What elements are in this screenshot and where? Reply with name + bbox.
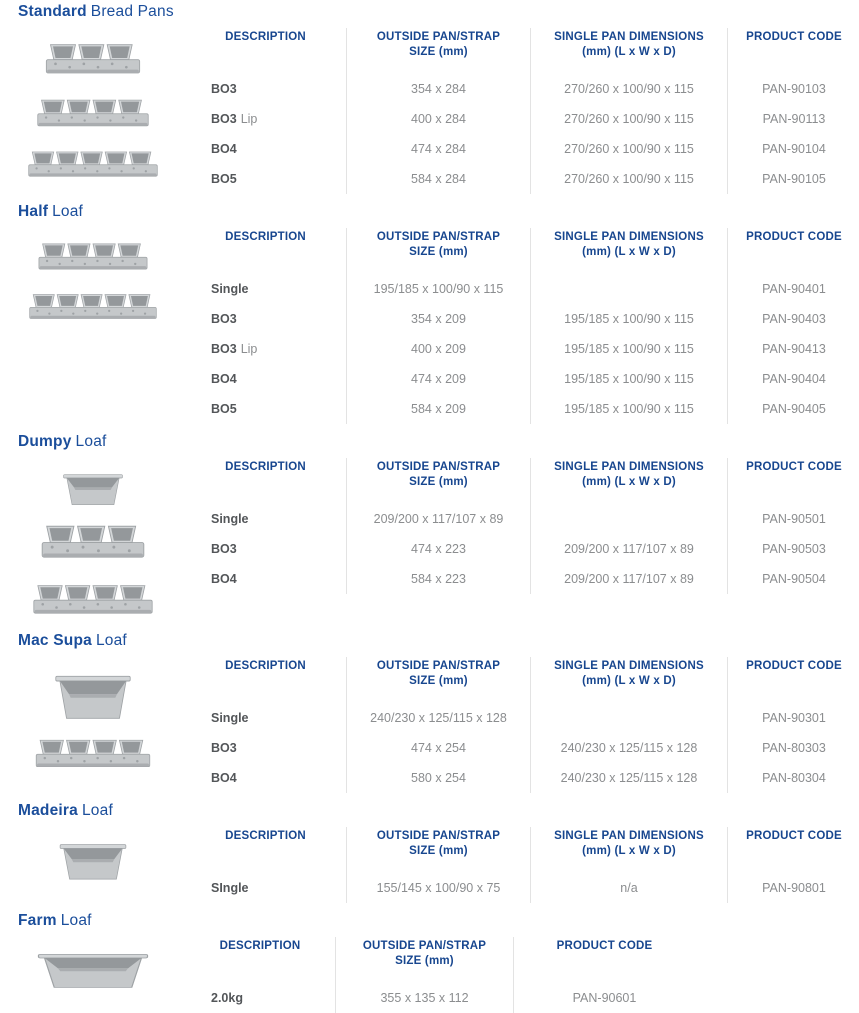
cell-outside: 355 x 135 x 112 bbox=[380, 991, 469, 1005]
cell-outside: 209/200 x 117/107 x 89 bbox=[373, 512, 504, 526]
cell-product: PAN-90501 bbox=[762, 512, 826, 526]
cell-outside: 584 x 223 bbox=[411, 572, 466, 586]
section-title bbox=[18, 912, 859, 930]
cell-outside: 354 x 284 bbox=[411, 82, 466, 96]
cell-description bbox=[185, 164, 346, 194]
description-main: BO5 bbox=[211, 172, 237, 186]
section-title-rest: Bread Pans bbox=[90, 3, 174, 20]
cell-description bbox=[185, 564, 346, 594]
spec-table bbox=[185, 458, 859, 594]
description-main: BO3 bbox=[211, 112, 237, 126]
section-title-rest: Loaf bbox=[60, 912, 92, 929]
section-body bbox=[0, 827, 859, 903]
section-title bbox=[18, 3, 859, 21]
spec-table bbox=[185, 228, 859, 424]
cell-product: PAN-90401 bbox=[762, 282, 826, 296]
description-main: SIngle bbox=[211, 881, 249, 895]
spec-table bbox=[185, 827, 859, 903]
column-header-single: SINGLE PAN DIMENSIONS (mm) (L x W x D) bbox=[554, 31, 704, 58]
column-single bbox=[530, 458, 727, 594]
column-header-outside: OUTSIDE PAN/STRAP SIZE (mm) bbox=[376, 830, 501, 857]
description-suffix: Lip bbox=[240, 112, 258, 126]
bread-pan-strap-4-image bbox=[37, 94, 149, 135]
section-title-bold: Mac Supa bbox=[18, 632, 92, 649]
column-header-description: DESCRIPTION bbox=[225, 830, 306, 842]
bread-pan-strap-5-image bbox=[29, 289, 157, 327]
column-product bbox=[727, 827, 859, 903]
section-farm-loaf bbox=[0, 912, 859, 1013]
cell-description bbox=[185, 104, 346, 134]
description-suffix: Lip bbox=[240, 342, 258, 356]
column-product bbox=[727, 28, 859, 194]
section-half-loaf bbox=[0, 203, 859, 424]
description-main: BO3 bbox=[211, 741, 237, 755]
cell-outside: 584 x 209 bbox=[411, 402, 466, 416]
cell-product: PAN-90504 bbox=[762, 572, 826, 586]
cell-outside: 195/185 x 100/90 x 115 bbox=[373, 282, 504, 296]
column-header-outside: OUTSIDE PAN/STRAP SIZE (mm) bbox=[376, 31, 501, 58]
column-product bbox=[727, 228, 859, 424]
cell-description bbox=[185, 274, 346, 304]
cell-outside: 155/145 x 100/90 x 75 bbox=[376, 881, 501, 895]
cell-product: PAN-90413 bbox=[762, 342, 826, 356]
cell-outside: 400 x 209 bbox=[411, 342, 466, 356]
cell-outside: 584 x 284 bbox=[411, 172, 466, 186]
column-outside bbox=[346, 28, 530, 194]
column-product bbox=[727, 458, 859, 594]
pan-images bbox=[0, 827, 185, 883]
cell-single bbox=[531, 274, 727, 304]
section-body bbox=[0, 28, 859, 194]
column-description bbox=[185, 28, 346, 194]
cell-description bbox=[185, 733, 346, 763]
description-main: Single bbox=[211, 711, 249, 725]
cell-description bbox=[185, 703, 346, 733]
section-title bbox=[18, 632, 859, 650]
cell-product: PAN-90104 bbox=[762, 142, 826, 156]
section-title-bold: Standard bbox=[18, 3, 87, 20]
cell-single: 195/185 x 100/90 x 115 bbox=[564, 372, 694, 386]
section-madeira-loaf bbox=[0, 802, 859, 903]
column-header-description: DESCRIPTION bbox=[219, 940, 301, 952]
description-main: BO4 bbox=[211, 372, 237, 386]
column-single bbox=[530, 827, 727, 903]
cell-product: PAN-80304 bbox=[762, 771, 826, 785]
column-outside bbox=[346, 657, 530, 793]
cell-product: PAN-90405 bbox=[762, 402, 826, 416]
cell-product: PAN-90105 bbox=[762, 172, 826, 186]
description-main: BO5 bbox=[211, 402, 237, 416]
cell-description bbox=[185, 983, 335, 1013]
description-main: BO4 bbox=[211, 771, 237, 785]
section-title-bold: Half bbox=[18, 203, 49, 220]
section-title-rest: Loaf bbox=[81, 802, 113, 819]
cell-description bbox=[185, 304, 346, 334]
cell-description bbox=[185, 534, 346, 564]
cell-single: 209/200 x 117/107 x 89 bbox=[564, 572, 694, 586]
column-description bbox=[185, 228, 346, 424]
cell-product: PAN-80303 bbox=[762, 741, 826, 755]
cell-outside: 474 x 209 bbox=[411, 372, 466, 386]
cell-outside: 580 x 254 bbox=[411, 771, 466, 785]
pan-images bbox=[0, 28, 185, 185]
cell-description bbox=[185, 134, 346, 164]
column-single bbox=[530, 228, 727, 424]
bread-pan-strap-4-image bbox=[38, 238, 148, 278]
bread-pan-single-image bbox=[55, 837, 131, 883]
cell-single: 270/260 x 100/90 x 115 bbox=[564, 142, 694, 156]
section-body bbox=[0, 937, 859, 1013]
cell-description bbox=[185, 364, 346, 394]
column-header-outside: OUTSIDE PAN/STRAP SIZE (mm) bbox=[362, 940, 487, 967]
section-title-rest: Loaf bbox=[52, 203, 84, 220]
column-single bbox=[530, 28, 727, 194]
spec-table bbox=[185, 937, 695, 1013]
section-body bbox=[0, 458, 859, 623]
section-title-bold: Farm bbox=[18, 912, 57, 929]
description-main: BO3 bbox=[211, 312, 237, 326]
description-main: BO3 bbox=[211, 82, 237, 96]
column-outside bbox=[335, 937, 513, 1013]
cell-outside: 400 x 284 bbox=[411, 112, 466, 126]
column-outside bbox=[346, 827, 530, 903]
cell-outside: 240/230 x 125/115 x 128 bbox=[370, 711, 507, 725]
cell-single: 240/230 x 125/115 x 128 bbox=[560, 771, 698, 785]
cell-description bbox=[185, 763, 346, 793]
cell-single: 240/230 x 125/115 x 128 bbox=[560, 741, 698, 755]
description-main: BO3 bbox=[211, 342, 237, 356]
cell-single: 195/185 x 100/90 x 115 bbox=[564, 402, 694, 416]
column-header-description: DESCRIPTION bbox=[225, 660, 306, 672]
cell-description bbox=[185, 394, 346, 424]
spec-table bbox=[185, 28, 859, 194]
description-main: BO4 bbox=[211, 142, 237, 156]
column-product bbox=[513, 937, 695, 1013]
section-title-rest: Loaf bbox=[75, 433, 107, 450]
cell-product: PAN-90601 bbox=[572, 991, 637, 1005]
cell-outside: 474 x 223 bbox=[411, 542, 466, 556]
cell-single bbox=[531, 703, 727, 733]
column-header-single: SINGLE PAN DIMENSIONS (mm) (L x W x D) bbox=[554, 660, 704, 687]
cell-description bbox=[185, 873, 346, 903]
cell-description bbox=[185, 74, 346, 104]
section-body bbox=[0, 228, 859, 424]
spec-table bbox=[185, 657, 859, 793]
column-outside bbox=[346, 458, 530, 594]
cell-description bbox=[185, 334, 346, 364]
pan-images bbox=[0, 657, 185, 776]
column-header-outside: OUTSIDE PAN/STRAP SIZE (mm) bbox=[376, 461, 501, 488]
column-header-outside: OUTSIDE PAN/STRAP SIZE (mm) bbox=[376, 660, 501, 687]
cell-single: 270/260 x 100/90 x 115 bbox=[564, 172, 694, 186]
cell-outside: 474 x 254 bbox=[411, 741, 466, 755]
bread-pan-single-image bbox=[30, 947, 156, 991]
column-header-description: DESCRIPTION bbox=[225, 31, 306, 43]
column-header-product: PRODUCT CODE bbox=[746, 660, 842, 672]
cell-product: PAN-90113 bbox=[762, 112, 826, 126]
column-product bbox=[727, 657, 859, 793]
cell-product: PAN-90301 bbox=[762, 711, 826, 725]
column-single bbox=[530, 657, 727, 793]
cell-single: 209/200 x 117/107 x 89 bbox=[564, 542, 694, 556]
column-header-outside: OUTSIDE PAN/STRAP SIZE (mm) bbox=[376, 231, 501, 258]
description-main: Single bbox=[211, 512, 249, 526]
column-outside bbox=[346, 228, 530, 424]
cell-single bbox=[531, 504, 727, 534]
cell-single: n/a bbox=[620, 881, 638, 895]
cell-product: PAN-90503 bbox=[762, 542, 826, 556]
column-description bbox=[185, 827, 346, 903]
column-header-product: PRODUCT CODE bbox=[556, 940, 653, 952]
cell-description bbox=[185, 504, 346, 534]
column-description bbox=[185, 657, 346, 793]
cell-outside: 474 x 284 bbox=[411, 142, 466, 156]
pan-images bbox=[0, 458, 185, 623]
section-title bbox=[18, 203, 859, 221]
section-title bbox=[18, 433, 859, 451]
column-header-single: SINGLE PAN DIMENSIONS (mm) (L x W x D) bbox=[554, 830, 704, 857]
cell-single: 270/260 x 100/90 x 115 bbox=[564, 112, 694, 126]
column-header-single: SINGLE PAN DIMENSIONS (mm) (L x W x D) bbox=[554, 461, 704, 488]
catalog-sections bbox=[0, 3, 859, 1013]
section-standard-bread-pans bbox=[0, 3, 859, 194]
bread-pan-strap-4-image bbox=[35, 734, 151, 776]
section-mac-supa-loaf bbox=[0, 632, 859, 793]
column-header-single: SINGLE PAN DIMENSIONS (mm) (L x W x D) bbox=[554, 231, 704, 258]
cell-single: 195/185 x 100/90 x 115 bbox=[564, 342, 694, 356]
cell-outside: 354 x 209 bbox=[411, 312, 466, 326]
column-header-product: PRODUCT CODE bbox=[746, 461, 842, 473]
bread-pan-strap-3-image bbox=[41, 519, 145, 568]
section-title-rest: Loaf bbox=[95, 632, 127, 649]
description-main: 2.0kg bbox=[211, 991, 243, 1005]
bread-pan-single-image bbox=[50, 667, 136, 723]
section-title-bold: Dumpy bbox=[18, 433, 72, 450]
column-header-product: PRODUCT CODE bbox=[746, 231, 842, 243]
cell-product: PAN-90403 bbox=[762, 312, 826, 326]
bread-pan-strap-4-image bbox=[33, 579, 153, 623]
column-description bbox=[185, 937, 335, 1013]
pan-images bbox=[0, 228, 185, 327]
column-header-product: PRODUCT CODE bbox=[746, 830, 842, 842]
section-title bbox=[18, 802, 859, 820]
section-title-bold: Madeira bbox=[18, 802, 78, 819]
bread-pan-single-image bbox=[59, 468, 127, 508]
description-main: BO4 bbox=[211, 572, 237, 586]
column-header-description: DESCRIPTION bbox=[225, 231, 306, 243]
cell-product: PAN-90103 bbox=[762, 82, 826, 96]
cell-product: PAN-90404 bbox=[762, 372, 826, 386]
section-body bbox=[0, 657, 859, 793]
bread-pan-strap-5-image bbox=[28, 146, 158, 185]
description-main: BO3 bbox=[211, 542, 237, 556]
cell-single: 270/260 x 100/90 x 115 bbox=[564, 82, 694, 96]
cell-single: 195/185 x 100/90 x 115 bbox=[564, 312, 694, 326]
section-dumpy-loaf bbox=[0, 433, 859, 623]
cell-product: PAN-90801 bbox=[762, 881, 826, 895]
description-main: Single bbox=[211, 282, 249, 296]
column-header-product: PRODUCT CODE bbox=[746, 31, 842, 43]
column-description bbox=[185, 458, 346, 594]
pan-images bbox=[0, 937, 185, 991]
bread-pan-strap-3-image bbox=[45, 38, 141, 83]
column-header-description: DESCRIPTION bbox=[225, 461, 306, 473]
